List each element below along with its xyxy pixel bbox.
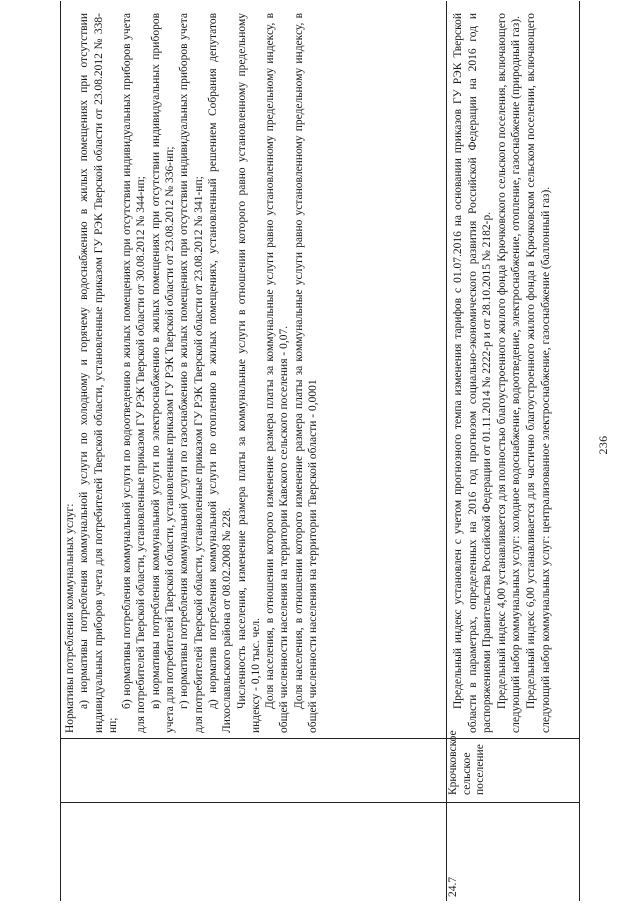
table-row [61,1,446,901]
paragraph: в) нормативы потребления коммунальной услуги по электроснабжению в жилых помещениях при отсутствии индивидуальных приборов учета для потребителей Тверской области, установленные приказом ГУ РЭК Тверской области от 23.08.2012 № 336-нп; [149,13,177,733]
municipality-name: Крючковское сельское поселение [447,730,486,795]
table-row [447,1,579,901]
paragraph: Предельный индекс установлен с учетом прогнозного темпа изменения тарифов с 01.07.2016 на основании приказов ГУ РЭК Тверской области в параметрах, определенных на 2016 год прогнозом социально-экономического развития Российской Федерации на 2016 год и распоряжениями Правительства Российской Федерации от 01.11.2014 № 2222-р и от 28.10.2015 № 2182-р. [452,13,494,733]
row-number [61,817,446,897]
paragraph: Численность населения, изменение размера платы за коммунальные услуги в отношении которого равно установленному предельному индексу - 0,10 тыс. чел. [235,13,262,733]
paragraph: Доля населения, в отношении которого изменение размера платы за коммунальные услуги равно установленному предельному индексу, в общей численности населения на территории Тверской области - 0,0001 [292,13,320,733]
row-content [61,13,446,733]
municipality-name [61,743,446,795]
paragraph: Предельный индекс 4,00 устанавливается для полностью благоустроенного жилого фонда Крючковского сельского поселения, включающего следующий набор коммунальных услуг: холодное водоснабжение, водоотведение, электроснабжение, отопление, газоснабжение (природный газ). [495,13,523,733]
row-number: 24.7 [447,876,459,897]
paragraph: Предельный индекс 6,00 устанавливается для частично благоустроенного жилого фонда в Крючковском сельском поселении, включающего следующий набор коммунальных услуг: централизованное электроснабжение, газоснабжение (баллонный газ). [524,13,552,733]
paragraph: б) нормативы потребления коммунальной услуги по водоотведению в жилых помещениях при отсутствии индивидуальных приборов учета для потребителей Тверской области, установленные приказом ГУ РЭК Тверской области от 30.08.2012 № 344-нп; [121,13,148,733]
row-content [447,13,579,733]
paragraph: г) нормативы потребления коммунальной услуги по газоснабжению в жилых помещениях при отсутствии индивидуальных приборов учета для потребителей Тверской области, установленные приказом ГУ РЭК Тверской области от 23.08.2012 № 341-нп; [178,13,205,733]
paragraph: а) нормативы потребления коммунальной услуги по холодному и горячему водоснабжению в жилых помещениях при отсутствии индивидуальных приборов учета для потребителей Тверской области, установленные приказом ГУ РЭК Тверской области от 23.08.2012 № 338-нп; [78,13,119,733]
page-number: 236 [596,435,610,455]
paragraph: д) норматив потребления коммунальной услуги по отоплению в жилых помещениях, установленный решением Собрания депутатов Лихославльского района от 08.02.2008 № 228. [206,13,234,733]
column-divider [61,802,579,803]
paragraph: Нормативы потребления коммунальных услуг: [64,503,76,733]
paragraph: Доля населения, в отношении которого изменение размера платы за коммунальные услуги равно установленному предельному индексу, в общей численности населения на территории Кавского сельского поселения - 0,07. [264,13,291,733]
column-divider [61,738,579,739]
document-table [60,1,580,901]
